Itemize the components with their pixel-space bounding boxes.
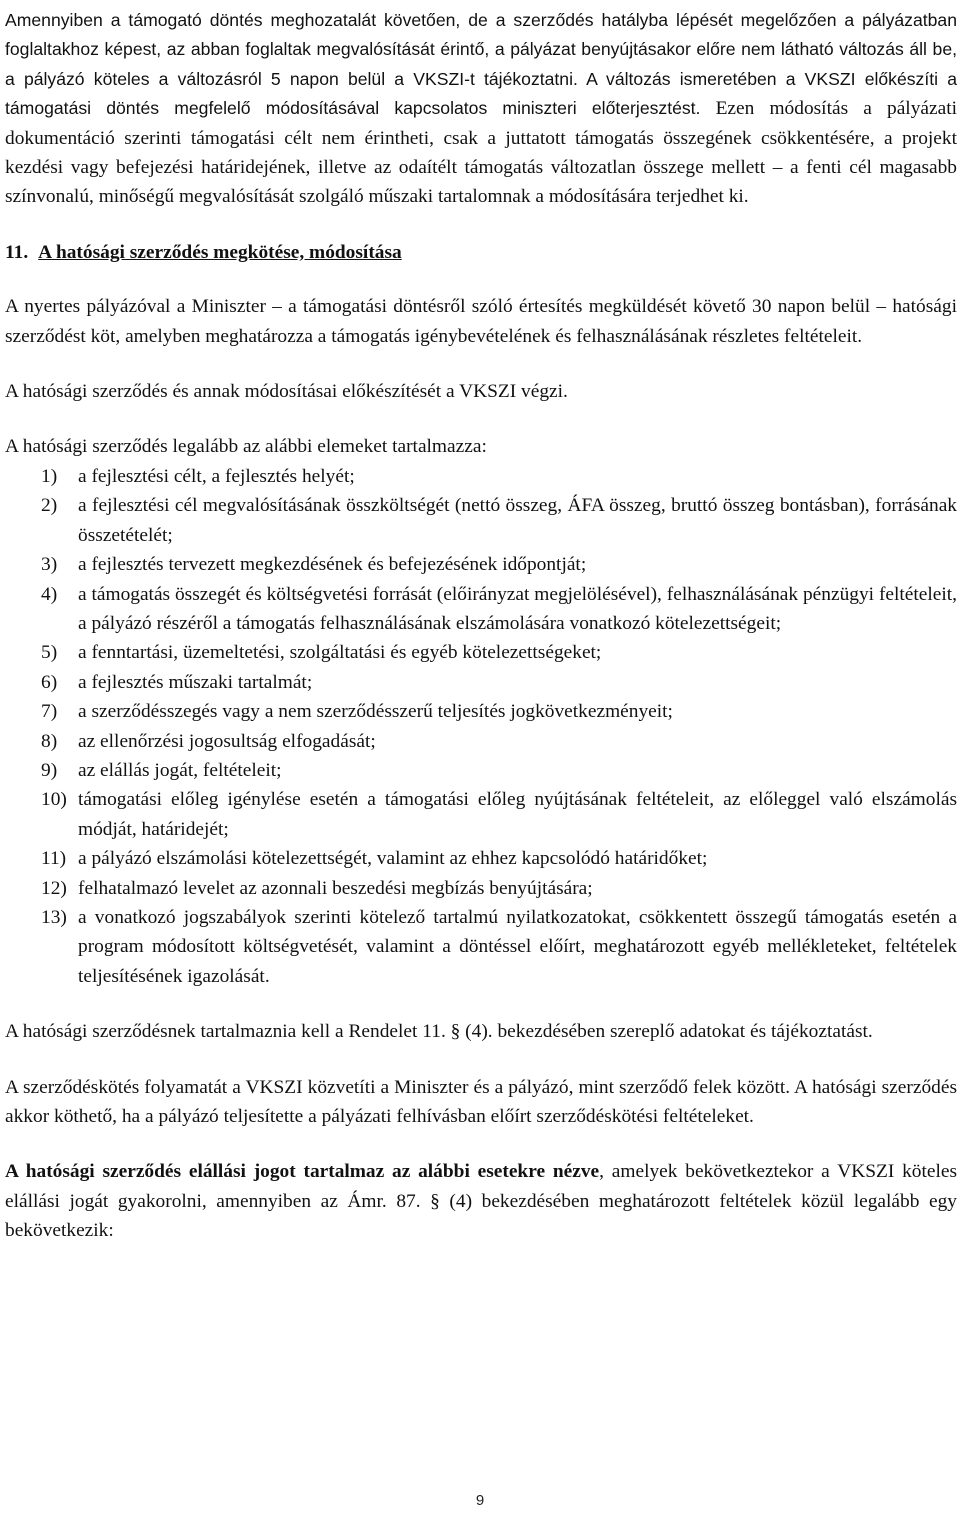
list-item-text: az elállás jogát, feltételeit; bbox=[78, 759, 282, 781]
list-item-number: 7) bbox=[41, 701, 58, 723]
paragraph-6-bold: A hatósági szerződés elállási jogot tartalmaz az alábbi esetekre nézve bbox=[5, 1161, 600, 1183]
list-item-number: 3) bbox=[41, 554, 58, 576]
list-item-text: a fejlesztési célt, a fejlesztés helyét; bbox=[78, 465, 355, 487]
intro-sans-text: Amennyiben a támogató döntés meghozatalát követően, de a szerződés hatályba lépését megelőzően a pályázatban foglaltakhoz képest, az abban foglaltak megvalósítását érintő, a pályázat benyújtásakor előre nem látható változás áll be, a pályázó köteles a változásról 5 napon belül a VKSZI-t tájékoztatni. A változás ismeretében a VKSZI előkészíti a támogatási döntés megfelelő módosításával kapcsolatos miniszteri előterjesztést. bbox=[5, 10, 957, 119]
list-item bbox=[5, 727, 957, 756]
list-item bbox=[5, 462, 957, 491]
section-number: 11. bbox=[5, 241, 29, 263]
list-item bbox=[5, 668, 957, 697]
list-item bbox=[5, 580, 957, 639]
list-item bbox=[5, 903, 957, 991]
list-item-number: 6) bbox=[41, 671, 58, 693]
list-item bbox=[5, 785, 957, 844]
paragraph-6 bbox=[5, 1157, 957, 1245]
intro-paragraph bbox=[5, 6, 957, 212]
list-item bbox=[5, 697, 957, 726]
list-item-number: 8) bbox=[41, 730, 58, 752]
list-item-text: a pályázó elszámolási kötelezettségét, valamint az ehhez kapcsolódó határidőket; bbox=[78, 848, 708, 870]
list-item-text: a fenntartási, üzemeltetési, szolgáltatási és egyéb kötelezettségeket; bbox=[78, 642, 602, 664]
list-item-number: 4) bbox=[41, 583, 58, 605]
list-item-number: 1) bbox=[41, 465, 58, 487]
paragraph-6-rest: , amelyek bekövetkeztekor a VKSZI köteles elállási jogát gyakorolni, amennyiben az Ámr. 87. § (4) bekezdésében meghatározott feltételek közül legalább egy bekövetkezik: bbox=[5, 1161, 958, 1242]
intro-serif-text: Ezen módosítás a pályázati dokumentáció szerinti támogatási célt nem érintheti, csak a juttatott támogatás összegének csökkentésére, a projekt kezdési vagy befejezési határidejének, illetve az odaítélt támogatás változatlan összege mellett – a fenti cél magasabb színvonalú, minőségű megvalósítását szolgáló műszaki tartalomnak a módosítására terjedhet ki. bbox=[5, 98, 957, 208]
elements-list bbox=[5, 462, 957, 991]
list-item-text: az ellenőrzési jogosultság elfogadását; bbox=[78, 730, 376, 752]
list-item bbox=[5, 491, 957, 550]
paragraph-1: A nyertes pályázóval a Miniszter – a támogatási döntésről szóló értesítés megküldését követő 30 napon belül – hatósági szerződést köt, amelyben meghatározza a támogatás igénybevételének és felhasználásának részletes feltételeit. bbox=[5, 296, 957, 347]
section-heading bbox=[5, 238, 957, 267]
paragraph-4: A hatósági szerződésnek tartalmaznia kell a Rendelet 11. § (4). bekezdésében szereplő adatokat és tájékoztatást. bbox=[5, 1021, 873, 1043]
list-item-number: 11) bbox=[41, 848, 67, 870]
list-item-text: a szerződésszegés vagy a nem szerződésszerű teljesítés jogkövetkezményeit; bbox=[78, 701, 673, 723]
list-item-number: 5) bbox=[41, 642, 58, 664]
list-item-text: a támogatás összegét és költségvetési forrását (előirányzat megjelölésével), felhasználásának pénzügyi feltételeit, a pályázó részéről a támogatás felhasználásának elszámolására vonatkozó kötelezettségeit; bbox=[78, 583, 957, 634]
list-item-text: a fejlesztés tervezett megkezdésének és befejezésének időpontját; bbox=[78, 554, 587, 576]
paragraph-2: A hatósági szerződés és annak módosításai előkészítését a VKSZI végzi. bbox=[5, 381, 568, 403]
list-item-number: 13) bbox=[41, 906, 67, 928]
list-item bbox=[5, 550, 957, 579]
list-item-text: a fejlesztés műszaki tartalmát; bbox=[78, 671, 313, 693]
list-item bbox=[5, 638, 957, 667]
list-item bbox=[5, 874, 957, 903]
list-item-text: támogatási előleg igénylése esetén a támogatási előleg nyújtásának feltételeit, az előleggel való elszámolás módját, határidejét; bbox=[78, 789, 957, 840]
list-item-text: a vonatkozó jogszabályok szerinti kötelező tartalmú nyilatkozatokat, csökkentett összegű támogatás esetén a program módosított költségvetését, valamint a döntéssel előírt, meghatározott egyéb mellékleteket, feltételek teljesítésének igazolását. bbox=[78, 906, 957, 987]
list-item-number: 2) bbox=[41, 495, 58, 517]
list-item-number: 12) bbox=[41, 877, 67, 899]
page-number: 9 bbox=[475, 1492, 485, 1509]
paragraph-3: A hatósági szerződés legalább az alábbi elemeket tartalmazza: bbox=[5, 436, 487, 458]
section-title: A hatósági szerződés megkötése, módosítása bbox=[38, 241, 402, 263]
list-item-text: a fejlesztési cél megvalósításának összköltségét (nettó összeg, ÁFA összeg, bruttó összeg bontásban), forrásának összetételét; bbox=[78, 495, 957, 546]
list-item bbox=[5, 844, 957, 873]
paragraph-5: A szerződéskötés folyamatát a VKSZI közvetíti a Miniszter és a pályázó, mint szerződő felek között. A hatósági szerződés akkor köthető, ha a pályázó teljesítette a pályázati felhívásban előírt szerződéskötési feltételeket. bbox=[5, 1076, 957, 1127]
list-item-number: 9) bbox=[41, 759, 58, 781]
list-item-text: felhatalmazó levelet az azonnali beszedési megbízás benyújtására; bbox=[78, 877, 593, 899]
list-item-number: 10) bbox=[41, 789, 67, 811]
list-item bbox=[5, 756, 957, 785]
